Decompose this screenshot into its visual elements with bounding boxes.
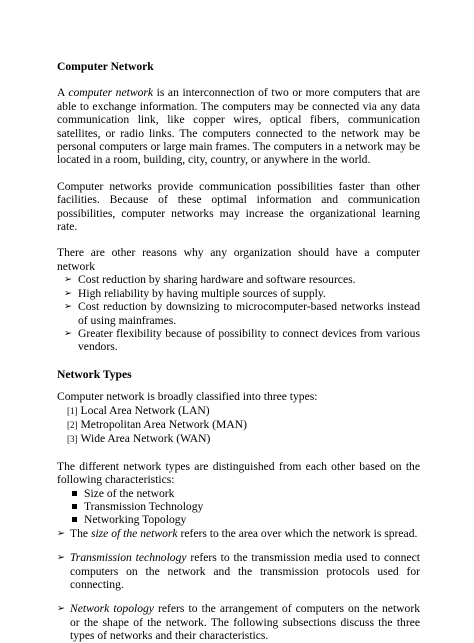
list-item (64, 273, 420, 286)
text-run: The (70, 526, 91, 540)
list-number: [3] (67, 434, 78, 445)
size-definition (57, 527, 420, 540)
emphasis-term: Network topology (70, 602, 154, 616)
list-item-text: Local Area Network (LAN) (80, 403, 210, 417)
arrow-bullet-icon: ➢ (64, 287, 72, 299)
list-item (67, 432, 420, 446)
list-item-text: Size of the network (84, 486, 175, 500)
arrow-bullet-icon: ➢ (64, 301, 72, 313)
emphasis-term: computer network (68, 86, 154, 100)
text-run: refers to the arrangement of computers on the network or the shape of the network. The following subsections discuss the three types of networks and their characteristics. (70, 602, 420, 643)
paragraph-definition (57, 86, 420, 166)
arrow-bullet-icon: ➢ (57, 603, 65, 615)
list-item-text: Metropolitan Area Network (MAN) (80, 417, 247, 431)
list-item-text: Wide Area Network (WAN) (80, 432, 211, 446)
text-run: is an interconnection of two or more computers that are able to exchange information. The computers may be connected via any data communication link, like copper wires, optical fibers, communication satellites, or radio links. The computers connected to the network may be personal computers or large main frames. The computers in a network may be located in a room, building, city, country, or anywhere in the world. (57, 86, 420, 167)
text-run: A (57, 86, 69, 100)
list-item-text: Cost reduction by sharing hardware and software resources. (78, 273, 356, 287)
list-item (64, 287, 420, 300)
emphasis-term: size of the network (90, 526, 178, 540)
list-item-text: Cost reduction by downsizing to microcomputer-based networks instead of using mainframes. (78, 300, 420, 327)
paragraph-types-intro: Computer network is broadly classified into three types: (57, 390, 318, 404)
list-item (64, 327, 420, 354)
emphasis-term: Transmission technology (70, 551, 187, 565)
square-bullet-icon (72, 504, 77, 509)
text-run: refers to the area over which the network is spread. (177, 526, 418, 540)
list-item-text: Networking Topology (84, 513, 187, 527)
arrow-bullet-icon: ➢ (57, 527, 65, 539)
arrow-bullet-icon: ➢ (64, 274, 72, 286)
paragraph-characteristics-intro: The different network types are distinguished from each other based on the following characteristics: (57, 459, 420, 487)
arrow-bullet-icon: ➢ (64, 327, 72, 339)
list-item (70, 513, 420, 526)
list-item (67, 418, 420, 432)
list-item-text: Greater flexibility because of possibility to connect devices from various vendors. (78, 326, 420, 354)
list-item-text: High reliability by having multiple sources of supply. (78, 286, 326, 300)
arrow-bullet-icon: ➢ (57, 552, 65, 564)
text-run: refers to the transmission media used to connect computers on the network and the transmission protocols used for connecting. (70, 551, 420, 591)
paragraph-benefits: Computer networks provide communication possibilities faster than other facilities. Because of these optimal information and communication possibilities, computer networks may increase the organizational learning rate. (57, 179, 420, 234)
reasons-list (64, 273, 420, 353)
list-item (64, 300, 420, 327)
network-types-list (57, 404, 420, 447)
paragraph-reasons-intro: There are other reasons why any organization should have a computer network (57, 246, 420, 273)
characteristics-list (57, 487, 420, 527)
list-item (70, 500, 420, 513)
transmission-definition (57, 551, 420, 591)
list-number: [1] (67, 405, 78, 416)
heading-computer-network: Computer Network (57, 60, 154, 73)
list-item (67, 404, 420, 418)
list-item-text: Transmission Technology (84, 499, 204, 513)
list-number: [2] (67, 419, 78, 430)
list-item (70, 487, 420, 500)
heading-network-types: Network Types (57, 367, 132, 381)
square-bullet-icon (72, 517, 77, 522)
square-bullet-icon (72, 491, 77, 496)
topology-definition (57, 602, 420, 642)
